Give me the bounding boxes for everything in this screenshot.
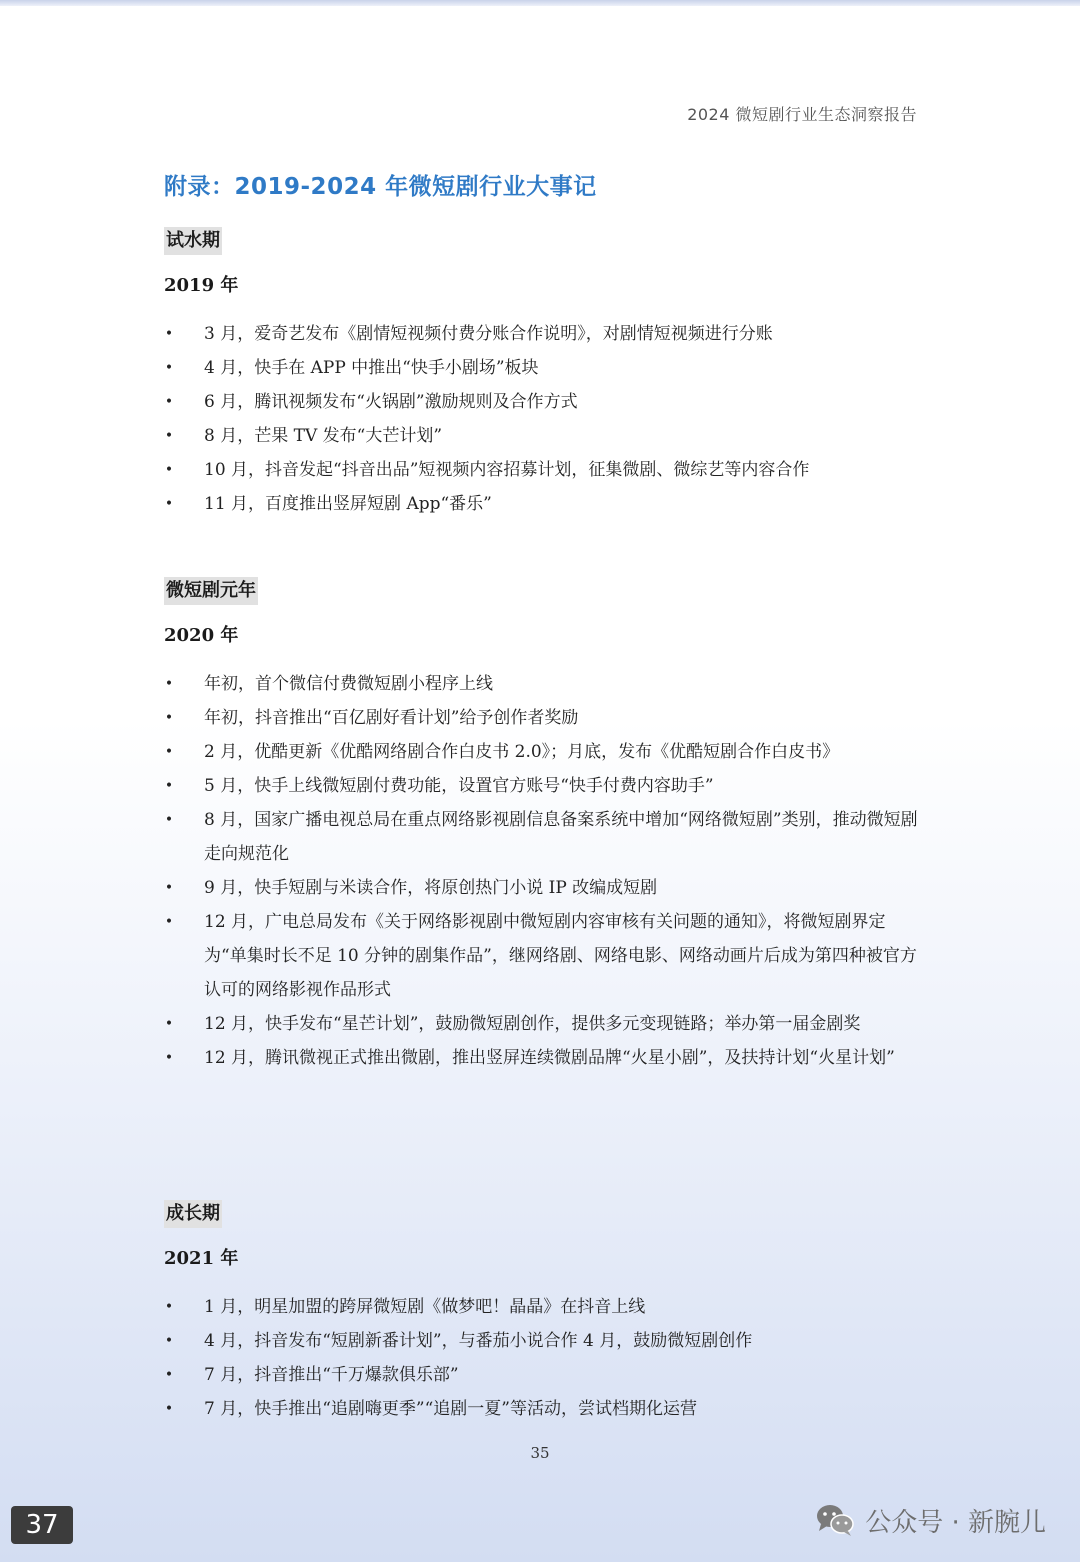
event-text: 4 月，快手在 APP 中推出“快手小剧场”板块 xyxy=(204,358,539,378)
list-item xyxy=(164,317,924,351)
event-text: 12 月，腾讯微视正式推出微剧，推出竖屏连续微剧品牌“火星小剧”，及扶持计划“火星计划” xyxy=(204,1048,895,1068)
watermark xyxy=(815,1500,1046,1540)
bullet-icon: • xyxy=(164,462,174,478)
section-growth xyxy=(164,1200,924,1426)
bullet-icon: • xyxy=(164,1401,174,1417)
event-text: 4 月，抖音发布“短剧新番计划”，与番茄小说合作 4 月，鼓励微短剧创作 xyxy=(204,1331,753,1351)
phase-label: 成长期 xyxy=(164,1200,222,1228)
list-item xyxy=(164,1041,924,1075)
event-text: 5 月，快手上线微短剧付费功能，设置官方账号“快手付费内容助手” xyxy=(204,776,714,796)
event-list xyxy=(164,317,924,521)
section-trial xyxy=(164,227,924,521)
event-text: 8 月，芒果 TV 发布“大芒计划” xyxy=(204,426,443,446)
bullet-icon: • xyxy=(164,744,174,760)
event-text: 1 月，明星加盟的跨屏微短剧《做梦吧！晶晶》在抖音上线 xyxy=(204,1297,646,1317)
page-number: 35 xyxy=(530,1444,550,1462)
list-item xyxy=(164,667,924,701)
page-title: 附录：2019-2024 年微短剧行业大事记 xyxy=(164,174,597,200)
list-item xyxy=(164,1324,924,1358)
bullet-icon: • xyxy=(164,880,174,896)
event-text: 3 月，爱奇艺发布《剧情短视频付费分账合作说明》，对剧情短视频进行分账 xyxy=(204,324,773,344)
event-text: 10 月，抖音发起“抖音出品”短视频内容招募计划，征集微剧、微综艺等内容合作 xyxy=(204,460,810,480)
bullet-icon: • xyxy=(164,1367,174,1383)
event-text: 12 月，快手发布“星芒计划”，鼓励微短剧创作，提供多元变现链路；举办第一届金剧奖 xyxy=(204,1014,861,1034)
bullet-icon: • xyxy=(164,778,174,794)
event-text: 年初，首个微信付费微短剧小程序上线 xyxy=(204,674,493,694)
event-list xyxy=(164,1290,924,1426)
top-border xyxy=(0,0,1080,6)
list-item xyxy=(164,905,924,1007)
event-text: 12 月，广电总局发布《关于网络影视剧中微短剧内容审核有关问题的通知》，将微短剧界定为“单集时长不足 10 分钟的剧集作品”，继网络剧、网络电影、网络动画片后成为第四种被官方认可的网络影视作品形式 xyxy=(204,912,917,1000)
wechat-icon xyxy=(815,1503,855,1537)
event-text: 9 月，快手短剧与米读合作，将原创热门小说 IP 改编成短剧 xyxy=(204,878,658,898)
year-heading: 2020 年 xyxy=(164,625,239,646)
page-badge: 37 xyxy=(11,1506,73,1544)
event-text: 2 月，优酷更新《优酷网络剧合作白皮书 2.0》；月底，发布《优酷短剧合作白皮书》 xyxy=(204,742,840,762)
bullet-icon: • xyxy=(164,914,174,930)
phase-label: 试水期 xyxy=(164,227,222,255)
list-item xyxy=(164,351,924,385)
bullet-icon: • xyxy=(164,676,174,692)
watermark-text: 公众号 · 新腕儿 xyxy=(865,1507,1046,1538)
list-item xyxy=(164,871,924,905)
bullet-icon: • xyxy=(164,428,174,444)
event-text: 7 月，抖音推出“千万爆款俱乐部” xyxy=(204,1365,459,1385)
list-item xyxy=(164,1007,924,1041)
list-item xyxy=(164,453,924,487)
list-item xyxy=(164,735,924,769)
list-item xyxy=(164,1290,924,1324)
list-item xyxy=(164,803,924,871)
event-text: 8 月，国家广播电视总局在重点网络影视剧信息备案系统中增加“网络微短剧”类别，推动微短剧走向规范化 xyxy=(204,810,918,864)
bullet-icon: • xyxy=(164,1333,174,1349)
bullet-icon: • xyxy=(164,1016,174,1032)
bullet-icon: • xyxy=(164,326,174,342)
list-item xyxy=(164,1392,924,1426)
event-text: 年初，抖音推出“百亿剧好看计划”给予创作者奖励 xyxy=(204,708,579,728)
section-first-year xyxy=(164,577,924,1075)
bullet-icon: • xyxy=(164,710,174,726)
list-item xyxy=(164,385,924,419)
list-item xyxy=(164,769,924,803)
bullet-icon: • xyxy=(164,360,174,376)
event-text: 6 月，腾讯视频发布“火锅剧”激励规则及合作方式 xyxy=(204,392,578,412)
year-heading: 2021 年 xyxy=(164,1248,239,1269)
year-heading: 2019 年 xyxy=(164,275,239,296)
event-list xyxy=(164,667,924,1075)
phase-label: 微短剧元年 xyxy=(164,577,258,605)
bullet-icon: • xyxy=(164,394,174,410)
bullet-icon: • xyxy=(164,812,174,828)
bullet-icon: • xyxy=(164,1050,174,1066)
report-header: 2024 微短剧行业生态洞察报告 xyxy=(687,105,917,124)
event-text: 7 月，快手推出“追剧嗨更季”“追剧一夏”等活动，尝试档期化运营 xyxy=(204,1399,697,1419)
list-item xyxy=(164,701,924,735)
bullet-icon: • xyxy=(164,496,174,512)
list-item xyxy=(164,1358,924,1392)
bullet-icon: • xyxy=(164,1299,174,1315)
list-item xyxy=(164,419,924,453)
list-item xyxy=(164,487,924,521)
event-text: 11 月，百度推出竖屏短剧 App“番乐” xyxy=(204,494,492,514)
